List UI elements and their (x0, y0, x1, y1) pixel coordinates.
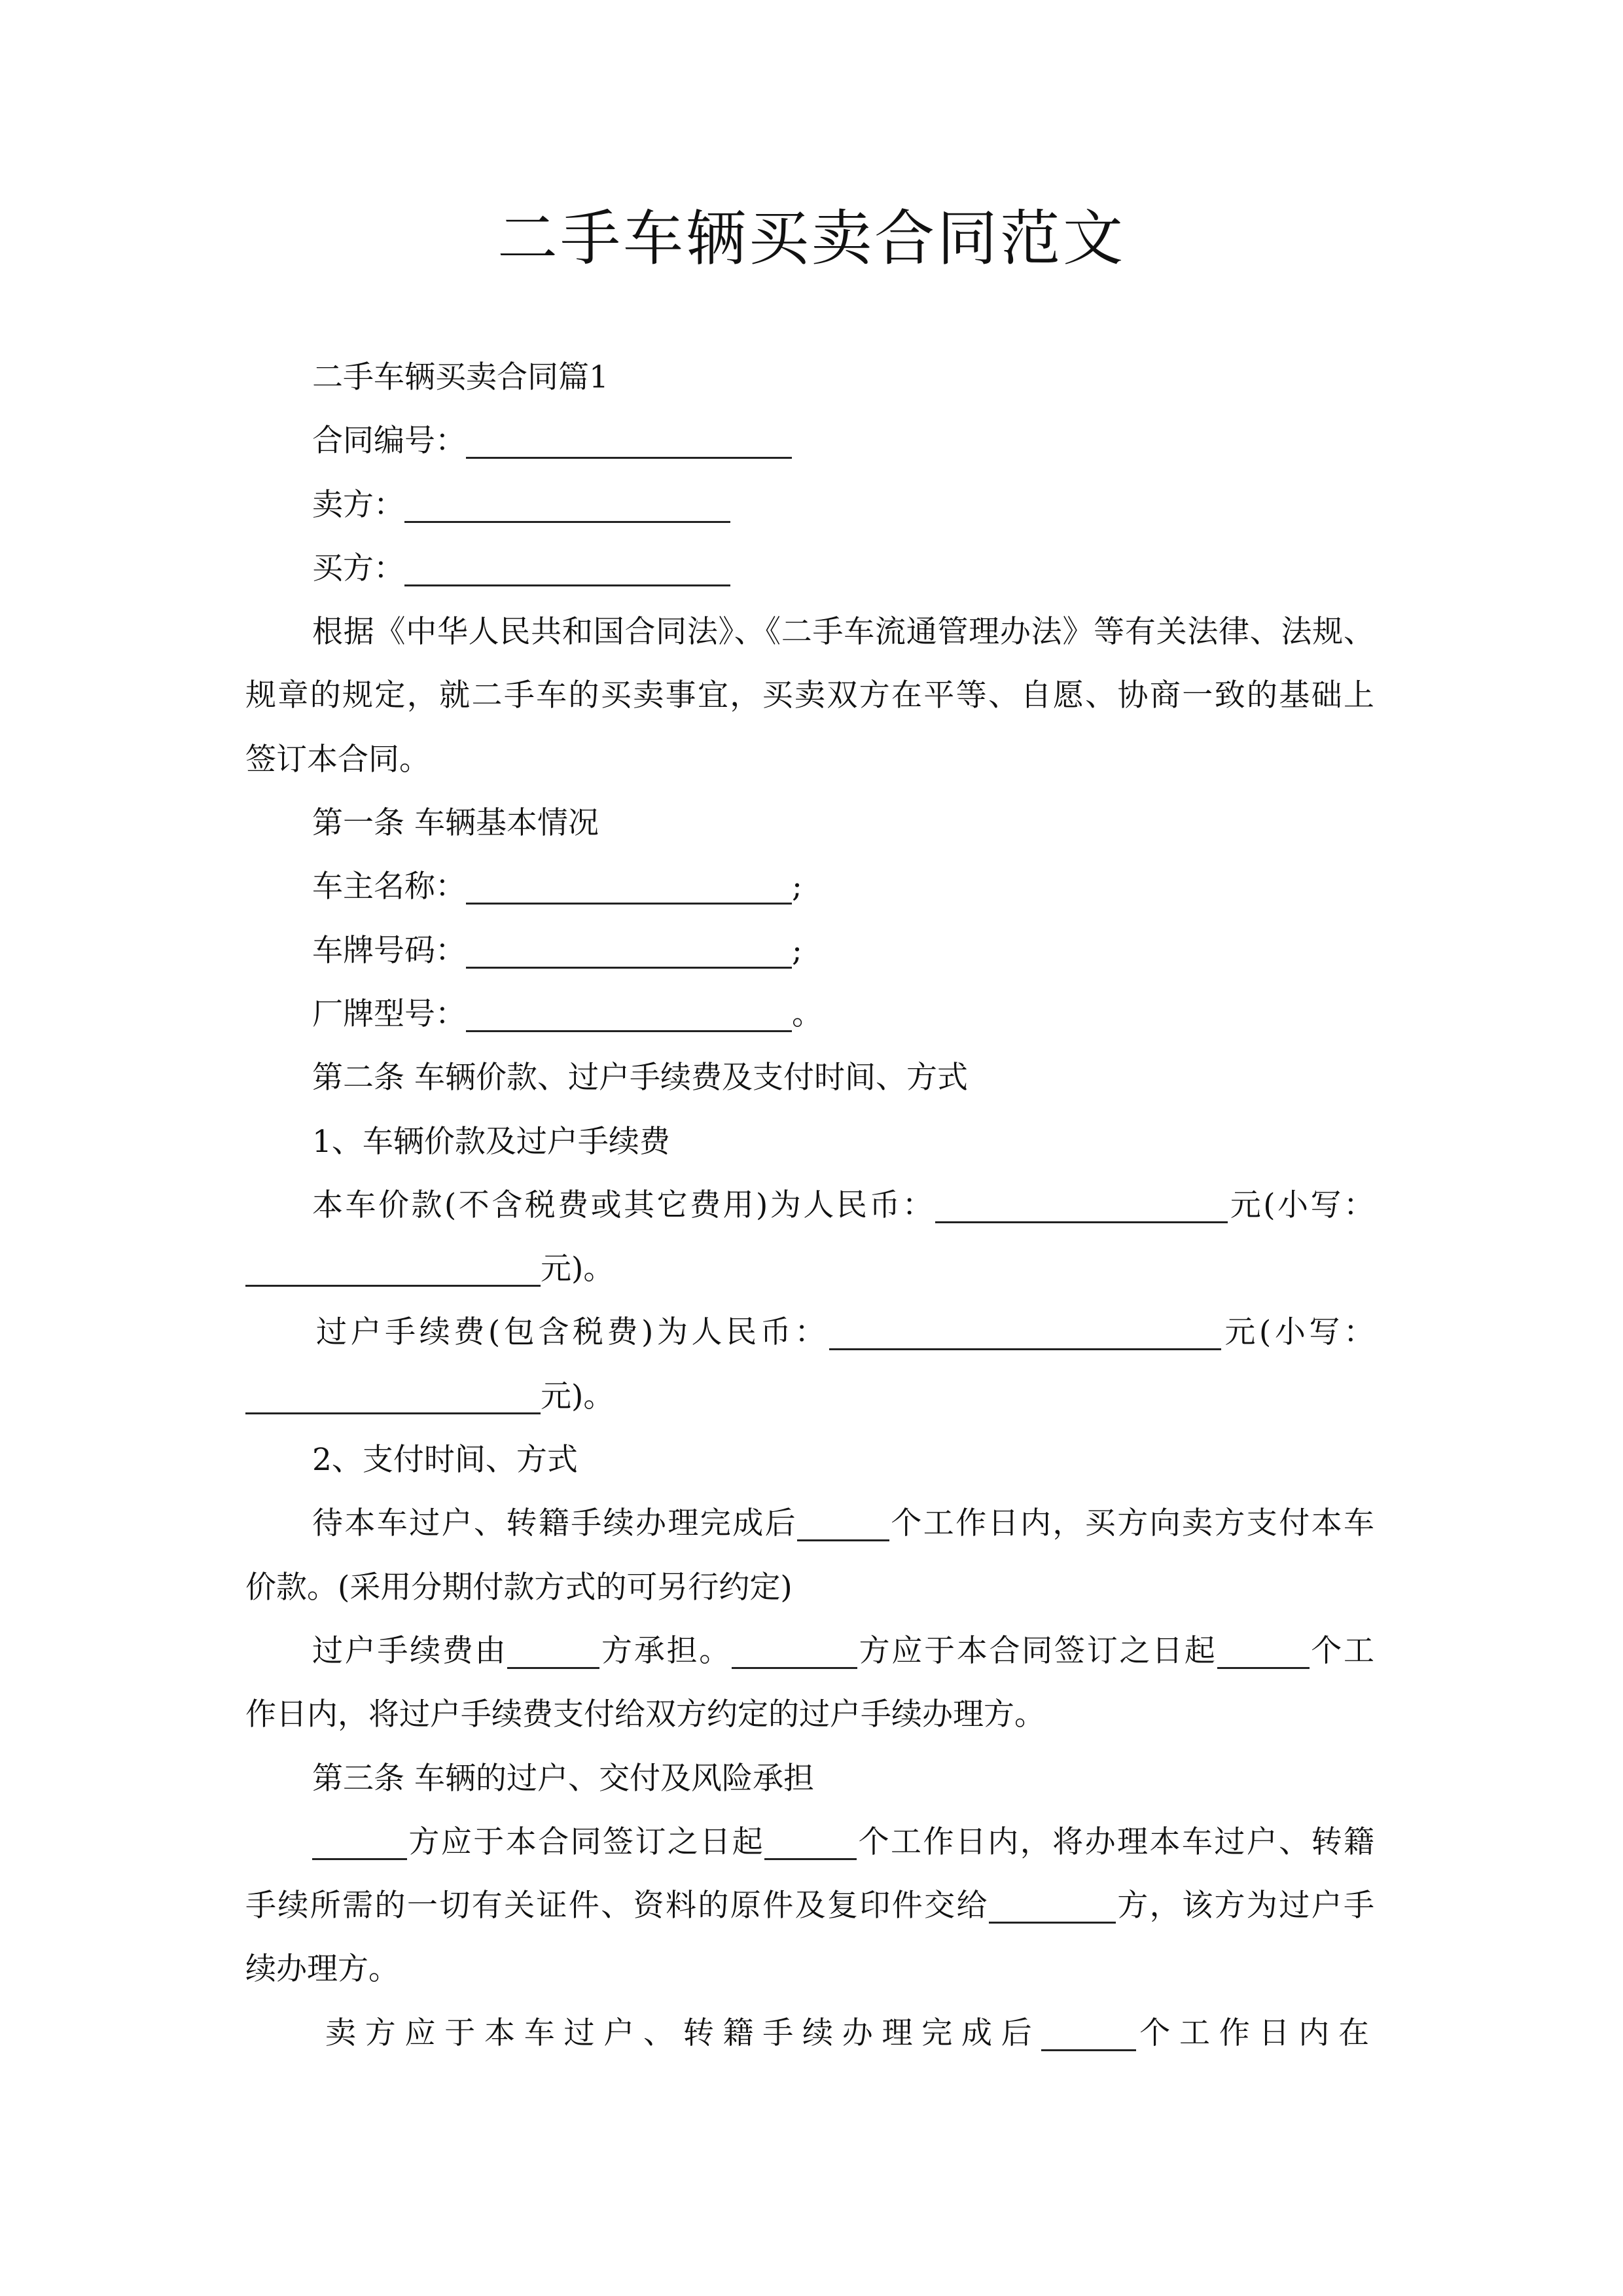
days-blank[interactable] (1041, 2011, 1136, 2051)
text: 过户手续费(包含税费)为人民币： (316, 1314, 829, 1351)
fee-line (245, 1300, 1374, 1364)
text: 方承担。 (599, 1632, 732, 1669)
seller-field (245, 473, 1374, 537)
text: 待本车过户、转籍手续办理完成后 (312, 1505, 797, 1542)
text: 方应于本合同签订之日起 (857, 1632, 1217, 1669)
article-1-heading: 第一条 车辆基本情况 (312, 805, 599, 842)
text: 个工作日内，买方向卖方支付本车 (889, 1505, 1374, 1542)
fee-blank[interactable] (829, 1310, 1221, 1350)
document-title: 二手车辆买卖合同范文 (497, 204, 1126, 274)
delivery-line (245, 2001, 1374, 2065)
buyer-field (245, 537, 1374, 600)
field-label: 车主名称： (312, 869, 466, 905)
text: 元(小写： (1228, 1187, 1374, 1223)
text: 个工作日内在 (1135, 2015, 1374, 2051)
subsection-heading: 1、车辆价款及过户手续费 (312, 1123, 670, 1160)
party-blank[interactable] (312, 1820, 407, 1860)
contract-number-blank[interactable] (466, 419, 792, 459)
text: 卖方应于本车过户、转籍手续办理完成后 (325, 2015, 1041, 2051)
payment-line (245, 1492, 1374, 1555)
model-blank[interactable] (466, 992, 792, 1032)
preamble-line: 签订本合同。 (245, 741, 430, 778)
section-heading: 二手车辆买卖合同篇1 (312, 359, 609, 395)
fee-small-line (245, 1365, 1374, 1428)
field-label: 厂牌型号： (312, 996, 466, 1032)
contract-number-field (245, 409, 1374, 473)
subsection-heading: 2、支付时间、方式 (312, 1442, 578, 1479)
party-blank[interactable] (732, 1629, 857, 1669)
transfer-line (245, 1874, 1374, 1937)
article-2-heading: 第二条 车辆价款、过户手续费及支付时间、方式 (312, 1060, 968, 1096)
plate-number-blank[interactable] (466, 929, 792, 969)
plate-number-field (245, 919, 1374, 982)
text: 元)。 (541, 1251, 615, 1287)
punct: ; (792, 932, 802, 969)
document-body (245, 346, 1374, 2065)
article-3-heading: 第三条 车辆的过户、交付及风险承担 (312, 1760, 814, 1797)
preamble-line: 规章的规定，就二手车的买卖事宜，买卖双方在平等、自愿、协商一致的基础上 (245, 677, 1374, 714)
text: 方应于本合同签订之日起 (407, 1823, 765, 1860)
price-line (245, 1174, 1374, 1237)
text: 方，该方为过户手 (1115, 1888, 1375, 1924)
price-small-blank[interactable] (245, 1247, 541, 1287)
fee-bearer-line (245, 1619, 1374, 1683)
field-label: 车牌号码： (312, 932, 466, 969)
punct: ; (792, 869, 802, 905)
buyer-blank[interactable] (404, 547, 730, 586)
transfer-line (245, 1810, 1374, 1874)
text: 过户手续费由 (312, 1632, 508, 1669)
preamble-line: 根据《中华人民共和国合同法》、《二手车流通管理办法》等有关法律、法规、 (312, 614, 1374, 651)
fee-small-blank[interactable] (245, 1374, 541, 1414)
owner-name-field (245, 855, 1374, 918)
buyer-label: 买方： (312, 550, 404, 586)
days-blank[interactable] (797, 1501, 889, 1541)
days-blank[interactable] (764, 1820, 857, 1860)
text: 个工作日内，将办理本车过户、转籍 (857, 1823, 1375, 1860)
text: 本车价款(不含税费或其它费用)为人民币： (312, 1187, 936, 1223)
party-blank[interactable] (989, 1884, 1116, 1924)
fee-bearer-line: 作日内，将过户手续费支付给双方约定的过户手续办理方。 (245, 1696, 1045, 1733)
transfer-line: 续办理方。 (245, 1951, 399, 1988)
payment-line: 价款。(采用分期付款方式的可另行约定) (245, 1569, 793, 1605)
contract-number-label: 合同编号： (312, 423, 466, 459)
text: 个工 (1309, 1632, 1375, 1669)
punct: 。 (792, 996, 823, 1032)
days-blank[interactable] (1217, 1629, 1310, 1669)
seller-label: 卖方： (312, 486, 404, 523)
price-blank[interactable] (935, 1183, 1228, 1223)
owner-name-blank[interactable] (466, 865, 792, 905)
price-small-line (245, 1237, 1374, 1300)
text: 元)。 (541, 1378, 615, 1414)
text: 手续所需的一切有关证件、资料的原件及复印件交给 (245, 1888, 989, 1924)
seller-blank[interactable] (404, 483, 730, 523)
party-blank[interactable] (507, 1629, 599, 1669)
text: 元(小写： (1221, 1314, 1374, 1351)
model-field (245, 982, 1374, 1046)
